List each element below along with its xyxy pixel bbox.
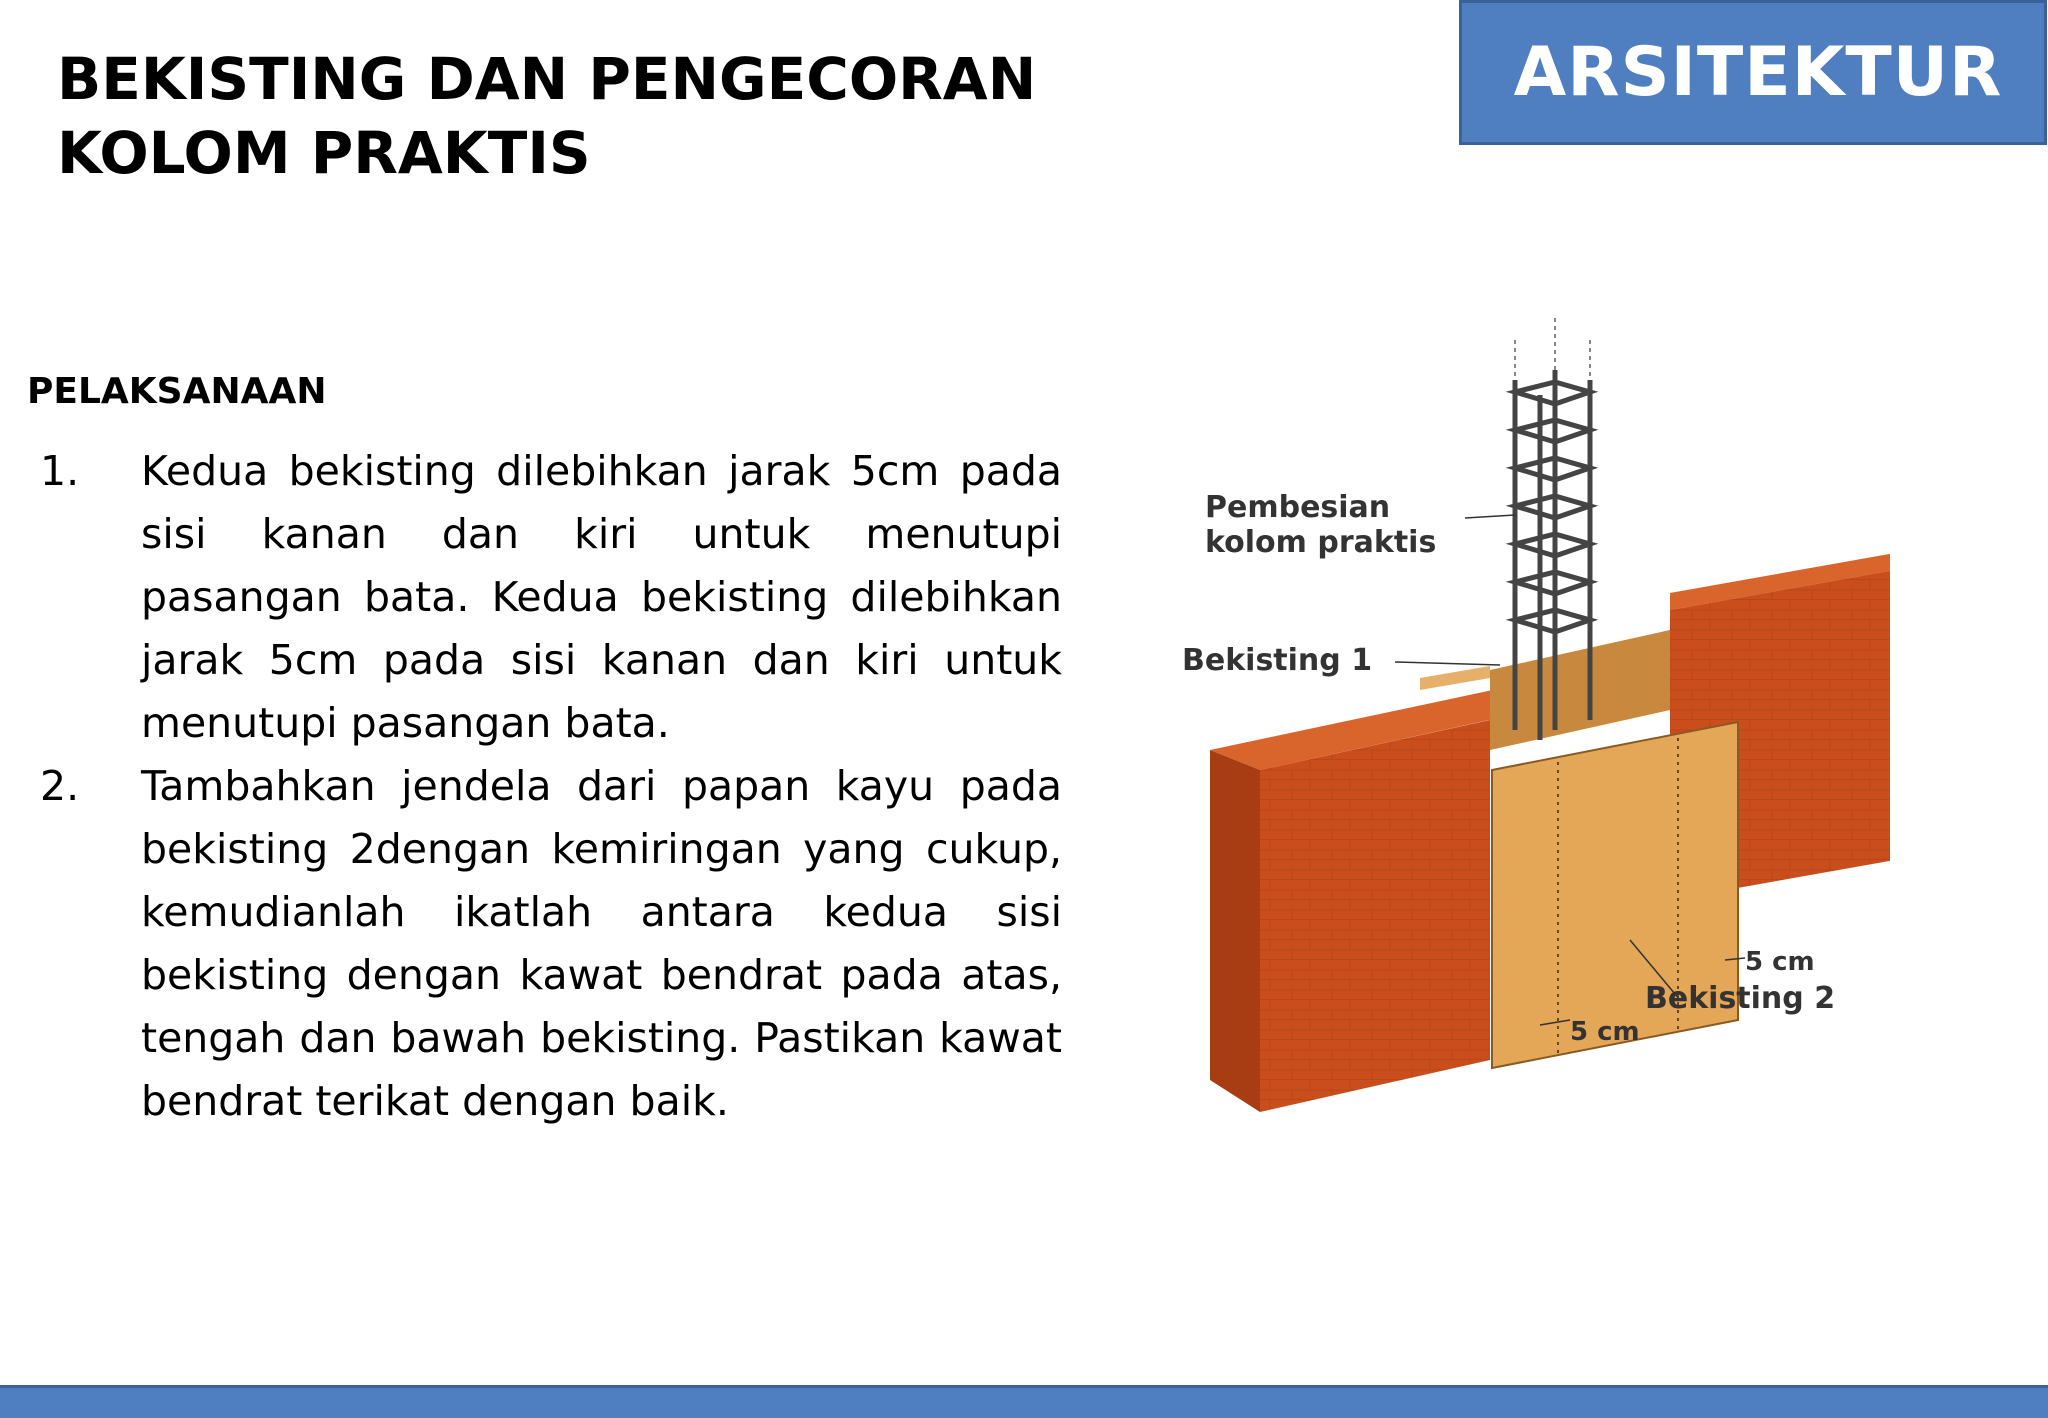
step-number: 1.	[40, 447, 80, 495]
formwork-1-top	[1420, 666, 1490, 690]
list-item	[40, 755, 1062, 1133]
steps-list	[40, 440, 1062, 1133]
step-text: Kedua bekisting dilebihkan jarak 5cm pada sisi kanan dan kiri untuk menutupi pasangan bata. Kedua bekisting dilebihkan jarak 5cm pada sisi kanan dan kiri untuk menutupi pasangan bata.	[141, 447, 1062, 747]
label-formwork-2: Bekisting 2	[1645, 981, 1836, 1016]
label-offset-right: 5 cm	[1745, 947, 1815, 977]
label-rebar-line1: Pembesian	[1205, 490, 1391, 525]
step-number: 2.	[40, 762, 80, 810]
category-badge	[1459, 0, 2047, 145]
formwork-illustration	[1170, 300, 1890, 1160]
label-rebar-line2: kolom praktis	[1205, 525, 1437, 560]
page-title	[57, 42, 1357, 190]
brick-wall-left-side	[1210, 750, 1260, 1112]
section-label: PELAKSANAAN	[27, 371, 327, 412]
title-line-1: BEKISTING DAN PENGECORAN	[57, 45, 1037, 113]
title-line-2: KOLOM PRAKTIS	[57, 119, 591, 187]
label-offset-bottom: 5 cm	[1570, 1017, 1640, 1047]
category-badge-label: ARSITEKTUR	[1513, 33, 2003, 112]
list-item	[40, 440, 1062, 755]
step-text: Tambahkan jendela dari papan kayu pada bekisting 2dengan kemiringan yang cukup, kemudianlah ikatlah antara kedua sisi bekisting dengan kawat bendrat pada atas, tengah dan bawah bekisting. Pastikan kawat bendrat terikat dengan baik.	[141, 762, 1062, 1125]
footer-bar	[0, 1385, 2048, 1418]
label-formwork-1: Bekisting 1	[1182, 643, 1373, 678]
brick-wall-left-face	[1260, 720, 1490, 1112]
